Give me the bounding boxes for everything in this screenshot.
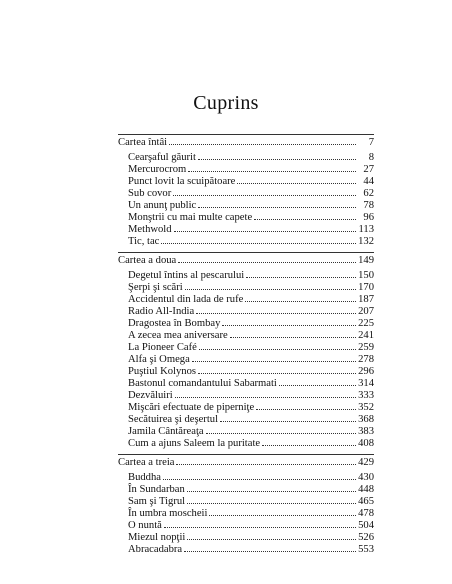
toc-page-number: 526 <box>358 532 374 543</box>
toc-part-heading[interactable] <box>118 255 374 267</box>
toc-section-part-3 <box>118 454 374 556</box>
toc-page-number: 7 <box>368 137 374 148</box>
toc-chapter-title: Buddha <box>128 472 161 483</box>
dot-leader <box>199 349 356 350</box>
dot-leader <box>161 243 356 244</box>
toc-page-number: 478 <box>358 508 374 519</box>
toc-page-number: 149 <box>358 255 374 266</box>
toc-chapter-title: Sub covor <box>128 188 172 199</box>
dot-leader <box>262 445 356 446</box>
toc-chapter-row[interactable] <box>118 200 374 212</box>
toc-page-number: 241 <box>358 330 374 341</box>
toc-page-number: 225 <box>358 318 374 329</box>
toc-page-number: 383 <box>358 426 374 437</box>
toc-page-number: 296 <box>358 366 374 377</box>
toc-chapter-row[interactable] <box>118 236 374 248</box>
toc-chapter-title: Alfa şi Omega <box>128 354 190 365</box>
toc-chapter-title: În Sundarban <box>128 484 185 495</box>
toc-chapter-title: Un anunţ public <box>128 200 197 211</box>
toc-page-number: 132 <box>358 236 374 247</box>
toc-page-number: 113 <box>358 224 374 235</box>
toc-chapter-row[interactable] <box>118 270 374 282</box>
table-of-contents <box>118 134 374 560</box>
toc-chapter-title: Mişcări efectuate de piperniţe <box>128 402 255 413</box>
toc-chapter-row[interactable] <box>118 414 374 426</box>
toc-chapter-title: A zecea mea aniversare <box>128 330 228 341</box>
toc-chapter-row[interactable] <box>118 402 374 414</box>
toc-chapter-title: Degetul întins al pescarului <box>128 270 245 281</box>
dot-leader <box>279 385 356 386</box>
dot-leader <box>245 301 356 302</box>
dot-leader <box>169 144 356 145</box>
toc-chapter-title: Sam şi Tigrul <box>128 496 186 507</box>
toc-chapter-row[interactable] <box>118 188 374 200</box>
toc-chapter-row[interactable] <box>118 152 374 164</box>
dot-leader <box>175 397 356 398</box>
toc-chapter-title: Jamila Cântăreaţa <box>128 426 204 437</box>
toc-page-number: 8 <box>368 152 374 163</box>
toc-chapter-row[interactable] <box>118 306 374 318</box>
toc-page-number: 150 <box>358 270 374 281</box>
toc-chapter-row[interactable] <box>118 496 374 508</box>
dot-leader <box>256 409 356 410</box>
toc-chapter-title: La Pioneer Café <box>128 342 197 353</box>
toc-page-number: 27 <box>363 164 374 175</box>
toc-chapter-row[interactable] <box>118 294 374 306</box>
toc-chapter-title: Abracadabra <box>128 544 183 555</box>
toc-page-number: 368 <box>358 414 374 425</box>
toc-chapter-title: Bastonul comandantului Sabarmati <box>128 378 277 389</box>
toc-chapter-title: Methwold <box>128 224 172 235</box>
dot-leader <box>198 207 356 208</box>
toc-chapter-row[interactable] <box>118 354 374 366</box>
dot-leader <box>246 277 356 278</box>
toc-chapter-row[interactable] <box>118 472 374 484</box>
dot-leader <box>164 527 356 528</box>
toc-chapter-title: Dezvăluiri <box>128 390 173 401</box>
dot-leader <box>173 195 356 196</box>
toc-chapter-row[interactable] <box>118 544 374 556</box>
toc-page-number: 170 <box>358 282 374 293</box>
dot-leader <box>198 373 356 374</box>
dot-leader <box>188 171 356 172</box>
toc-chapter-row[interactable] <box>118 390 374 402</box>
toc-part-title: Cartea întâi <box>118 137 168 148</box>
toc-chapter-title: Puştiul Kolynos <box>128 366 196 377</box>
toc-part-heading[interactable] <box>118 457 374 469</box>
toc-chapter-title: Tic, tac <box>128 236 160 247</box>
toc-chapter-title: Mercurocrom <box>128 164 187 175</box>
dot-leader <box>184 551 356 552</box>
toc-page-number: 187 <box>358 294 374 305</box>
toc-chapter-row[interactable] <box>118 366 374 378</box>
toc-chapter-title: În umbra moscheii <box>128 508 208 519</box>
dot-leader <box>187 503 356 504</box>
toc-page-number: 62 <box>363 188 374 199</box>
toc-chapter-row[interactable] <box>118 282 374 294</box>
dot-leader <box>196 313 356 314</box>
page-title: Cuprins <box>193 92 259 114</box>
dot-leader <box>237 183 356 184</box>
dot-leader <box>198 159 356 160</box>
toc-chapter-title: Cum a ajuns Saleem la puritate <box>128 438 261 449</box>
toc-page-number: 408 <box>358 438 374 449</box>
toc-chapter-title: Secătuirea şi deşertul <box>128 414 219 425</box>
toc-page-number: 96 <box>363 212 374 223</box>
dot-leader <box>230 337 356 338</box>
toc-part-title: Cartea a treia <box>118 457 175 468</box>
dot-leader <box>254 219 356 220</box>
dot-leader <box>185 289 356 290</box>
toc-section-part-1 <box>118 134 374 248</box>
toc-page-number: 259 <box>358 342 374 353</box>
toc-section-part-2 <box>118 252 374 450</box>
dot-leader <box>192 361 356 362</box>
dot-leader <box>163 479 356 480</box>
dot-leader <box>174 231 356 232</box>
toc-chapter-title: Accidentul din lada de rufe <box>128 294 244 305</box>
toc-chapter-row[interactable] <box>118 378 374 390</box>
toc-page-number: 44 <box>363 176 374 187</box>
toc-chapter-row[interactable] <box>118 318 374 330</box>
toc-chapter-title: Miezul nopţii <box>128 532 186 543</box>
toc-page-number: 553 <box>358 544 374 555</box>
toc-page-number: 429 <box>358 457 374 468</box>
toc-page-number: 278 <box>358 354 374 365</box>
toc-chapter-row[interactable] <box>118 484 374 496</box>
dot-leader <box>187 491 356 492</box>
dot-leader <box>209 515 356 516</box>
toc-page-number: 333 <box>358 390 374 401</box>
toc-chapter-title: Monştrii cu mai multe capete <box>128 212 253 223</box>
toc-chapter-row[interactable] <box>118 508 374 520</box>
dot-leader <box>176 464 356 465</box>
toc-chapter-title: Punct lovit la scuipătoare <box>128 176 236 187</box>
dot-leader <box>178 262 356 263</box>
toc-chapter-row[interactable] <box>118 224 374 236</box>
toc-part-heading[interactable] <box>118 137 374 149</box>
toc-chapter-title: Şerpi şi scări <box>128 282 183 293</box>
toc-chapter-title: Radio All-India <box>128 306 195 317</box>
toc-chapter-row[interactable] <box>118 532 374 544</box>
toc-chapter-row[interactable] <box>118 176 374 188</box>
toc-chapter-row[interactable] <box>118 164 374 176</box>
toc-page-number: 78 <box>363 200 374 211</box>
dot-leader <box>187 539 356 540</box>
toc-page-number: 465 <box>358 496 374 507</box>
toc-chapter-row[interactable] <box>118 520 374 532</box>
toc-page-number: 314 <box>358 378 374 389</box>
toc-page-number: 352 <box>358 402 374 413</box>
toc-page-number: 504 <box>358 520 374 531</box>
dot-leader <box>206 433 356 434</box>
toc-page-number: 448 <box>358 484 374 495</box>
toc-part-title: Cartea a doua <box>118 255 177 266</box>
toc-page-number: 207 <box>358 306 374 317</box>
toc-chapter-row[interactable] <box>118 330 374 342</box>
toc-chapter-row[interactable] <box>118 426 374 438</box>
toc-chapter-row[interactable] <box>118 438 374 450</box>
toc-chapter-title: Cearşaful găurit <box>128 152 196 163</box>
toc-chapter-row[interactable] <box>118 342 374 354</box>
toc-chapter-row[interactable] <box>118 212 374 224</box>
dot-leader <box>222 325 356 326</box>
toc-chapter-title: O nuntă <box>128 520 162 531</box>
toc-page-number: 430 <box>358 472 374 483</box>
toc-chapter-title: Dragostea în Bombay <box>128 318 221 329</box>
dot-leader <box>220 421 356 422</box>
